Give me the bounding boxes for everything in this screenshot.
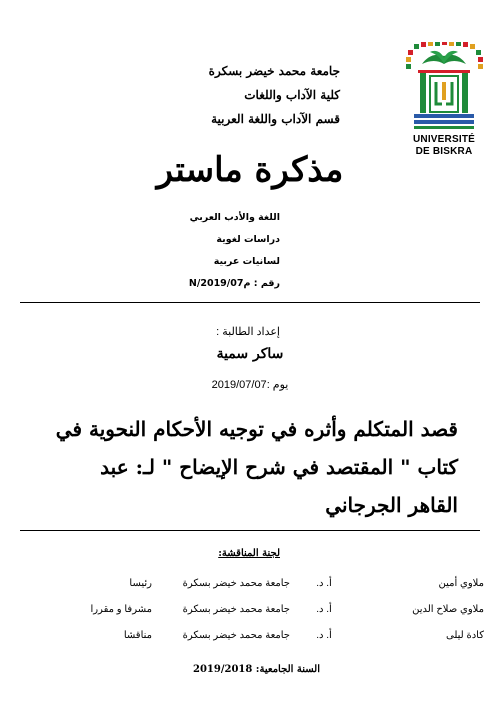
member-role: رئيسا — [129, 578, 152, 589]
member-university: جامعة محمد خيضر بسكرة — [182, 578, 290, 589]
field-branch: دراسات لغوية — [216, 234, 280, 245]
member-title: أ. د. — [316, 604, 332, 615]
member-university: جامعة محمد خيضر بسكرة — [182, 630, 290, 641]
logo-arch — [406, 42, 483, 69]
member-name: ملاوي صلاح الدين — [412, 604, 484, 615]
thesis-title-line-2: كتاب " المقتصد في شرح الإيضاح " لـ: عبد — [100, 455, 458, 479]
divider-bottom — [20, 530, 480, 531]
prepared-by-label: إعداد الطالبة : — [216, 326, 280, 338]
member-title: أ. د. — [316, 630, 332, 641]
thesis-title-line-1: قصد المتكلم وأثره في توجيه الأحكام النحوية في — [55, 417, 458, 441]
university-name: جامعة محمد خيضر بسكرة — [208, 64, 340, 78]
member-name: ملاوي أمين — [438, 578, 484, 589]
divider-top — [20, 302, 480, 303]
committee-heading: لجنة المناقشة: — [218, 548, 280, 559]
field-domain: اللغة والأدب العربي — [189, 212, 280, 223]
department-name: قسم الآداب واللغة العربية — [211, 112, 340, 126]
logo-wordmark-line1: UNIVERSITÉ — [412, 134, 475, 145]
logo-emblem-icon — [404, 42, 484, 132]
palm-tree-icon — [422, 51, 466, 64]
logo-wordmark-line2: DE BISKRA — [415, 146, 473, 157]
field-specialty: لسانيات عربية — [213, 256, 280, 267]
university-logo — [404, 42, 484, 157]
member-name: كادة ليلى — [446, 630, 484, 641]
defense-date: يوم :2019/07/07 — [211, 379, 289, 391]
thesis-title-line-3: القاهر الجرجاني — [325, 493, 458, 517]
student-name: ساكر سمية — [216, 346, 284, 362]
member-university: جامعة محمد خيضر بسكرة — [182, 604, 290, 615]
member-role: مناقشا — [123, 630, 152, 641]
member-role: مشرفا و مقررا — [90, 604, 152, 615]
memo-title: مذكرة ماستر — [156, 150, 344, 190]
academic-year: السنة الجامعية: 2019/2018 — [193, 664, 320, 675]
member-title: أ. د. — [316, 578, 332, 589]
faculty-name: كلية الآداب واللغات — [244, 88, 340, 102]
field-number: رقم : م2019/07/N — [188, 278, 280, 289]
